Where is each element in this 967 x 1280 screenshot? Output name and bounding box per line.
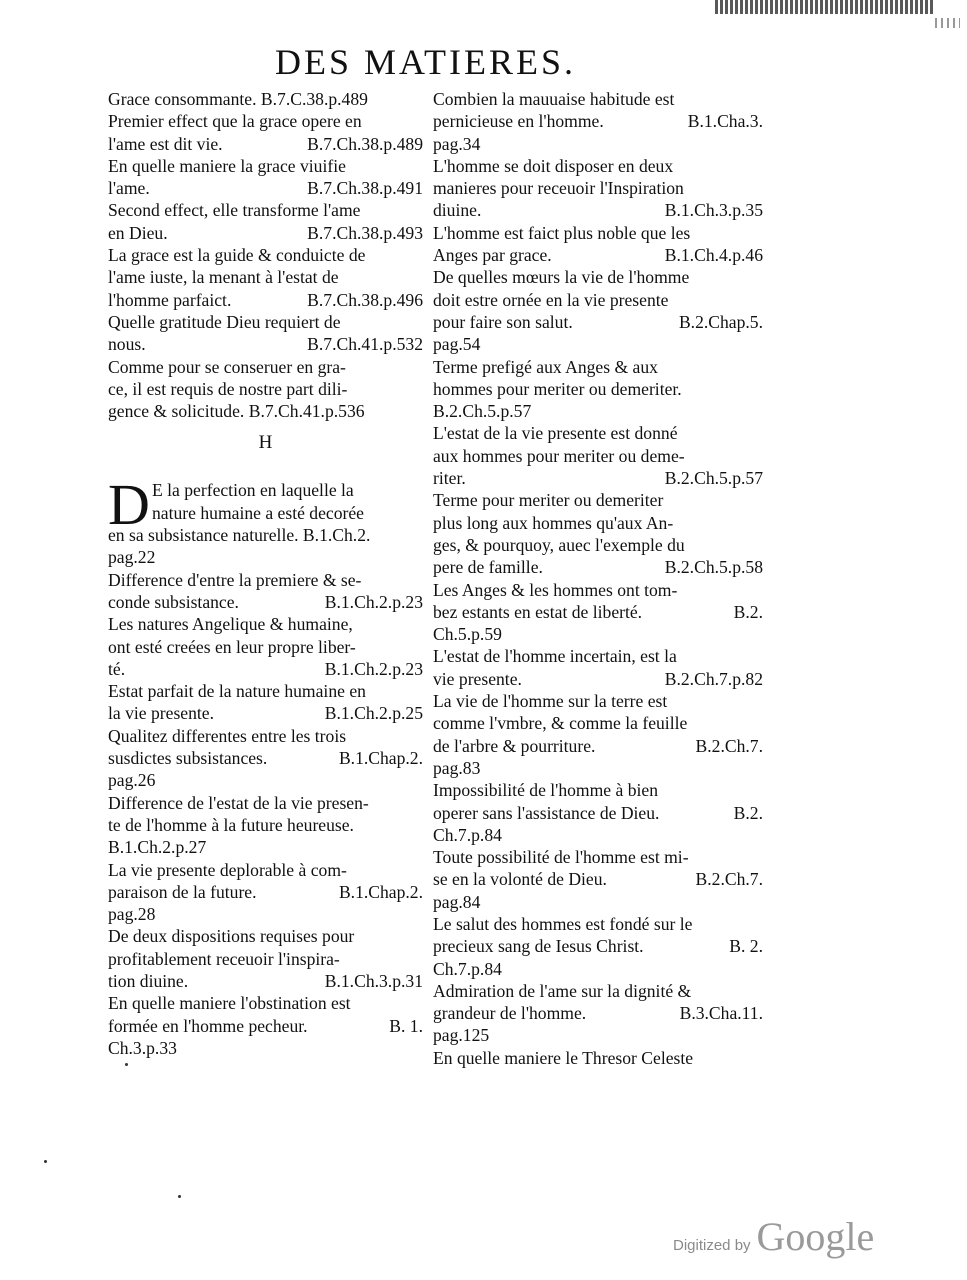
entry-text: L'estat de l'homme incertain, est la (433, 646, 677, 667)
entry-line (108, 680, 423, 702)
google-logo: Google (756, 1214, 875, 1259)
entry-line (108, 266, 423, 288)
index-entry (108, 155, 423, 200)
entry-text: Toute possibilité de l'homme est mi- (433, 847, 689, 868)
entry-text: pag.26 (108, 770, 156, 791)
entry-line (433, 913, 763, 935)
entry-line (433, 846, 763, 868)
entry-line (108, 333, 423, 355)
index-entry (108, 859, 423, 926)
entry-line (108, 792, 423, 814)
entry-text: Terme prefigé aux Anges & aux (433, 356, 658, 377)
entry-line (433, 88, 763, 110)
entry-line (433, 891, 763, 913)
entry-line (433, 534, 763, 556)
entry-line (108, 244, 423, 266)
entry-text: se en la volonté de Dieu. (433, 869, 607, 890)
entry-text: Premier effect que la grace opere en (108, 111, 362, 132)
entry-text: Terme pour meriter ou demeriter (433, 490, 664, 511)
entry-text: En quelle maniere l'obstination est (108, 993, 351, 1014)
entry-text: susdictes subsistances. (108, 748, 268, 769)
entry-text: Grace consommante. B.7.C.38.p.489 (108, 89, 368, 109)
scan-edge-smudge (715, 0, 935, 14)
entry-line (433, 802, 763, 824)
entry-line (433, 266, 763, 288)
entry-line (433, 779, 763, 801)
entry-text: plus long aux hommes qu'aux An- (433, 512, 674, 533)
entry-line (108, 814, 423, 836)
index-entry (433, 88, 763, 155)
entry-reference: B.7.Ch.41.p.532 (307, 334, 423, 355)
entry-line (108, 222, 423, 244)
entry-text: paraison de la future. (108, 881, 257, 902)
entry-text: Qualitez differentes entre les trois (108, 725, 347, 746)
entry-line (108, 925, 423, 947)
entry-text: pag.54 (433, 334, 481, 355)
entry-text: en Dieu. (108, 222, 168, 243)
index-column-right (433, 88, 763, 1069)
entry-line (108, 992, 423, 1014)
entry-line (108, 1037, 423, 1059)
scan-speck (44, 1160, 47, 1163)
entry-line (433, 980, 763, 1002)
entry-line (108, 400, 423, 422)
entry-line (433, 422, 763, 444)
entry-line (108, 378, 423, 400)
entry-text: de l'arbre & pourriture. (433, 735, 596, 756)
entry-reference: B.1.Ch.3.p.31 (324, 970, 423, 991)
entry-text: Difference de l'estat de la vie presen- (108, 792, 369, 813)
digitized-label: Digitized by (673, 1237, 751, 1254)
entry-reference: B.2.Chap.5. (678, 311, 763, 332)
drop-cap: D (108, 472, 150, 538)
entry-line (433, 668, 763, 690)
entry-text: Admiration de l'ame sur la dignité & (433, 980, 692, 1001)
index-entry (433, 356, 763, 423)
index-entry (433, 155, 763, 222)
entry-text: Les Anges & les hommes ont tom- (433, 579, 678, 600)
index-entry (433, 579, 763, 646)
entry-text: bez estants en estat de liberté. (433, 601, 643, 622)
entry-reference: B.2. (733, 601, 763, 622)
entry-line (108, 591, 423, 613)
entry-text: doit estre ornée en la vie presente (433, 289, 669, 310)
index-entry (108, 356, 423, 423)
entry-text: ce, il est requis de nostre part dili- (108, 378, 348, 399)
index-entry (433, 779, 763, 846)
index-entry (108, 680, 423, 725)
entry-text: nous. (108, 334, 146, 355)
entry-reference: B.3.Cha.11. (679, 1003, 763, 1024)
entry-text: La grace est la guide & conduicte de (108, 245, 366, 266)
entry-text: De deux dispositions requises pour (108, 926, 355, 947)
entry-line (108, 199, 423, 221)
entry-reference: B.7.Ch.38.p.493 (307, 222, 423, 243)
entry-text: Impossibilité de l'homme à bien (433, 780, 659, 801)
entry-text: Ch.3.p.33 (108, 1037, 177, 1058)
entry-text: pag.22 (108, 547, 156, 568)
entry-text: profitablement receuoir l'inspira- (108, 948, 340, 969)
entry-text: en sa subsistance naturelle. B.1.Ch.2. (108, 525, 371, 546)
entry-text: Quelle gratitude Dieu requiert de (108, 311, 341, 332)
entry-line (108, 948, 423, 970)
entry-reference: B. 1. (389, 1015, 423, 1036)
entry-line (108, 636, 423, 658)
entry-line (108, 177, 423, 199)
entry-line (433, 244, 763, 266)
entry-text: comme l'vmbre, & comme la feuille (433, 713, 688, 734)
index-entry (108, 792, 423, 859)
index-entry (433, 690, 763, 779)
entry-text: Anges par grace. (433, 245, 552, 266)
entry-reference: B.2. (733, 802, 763, 823)
entry-line (433, 824, 763, 846)
entries-group (433, 88, 763, 1069)
entry-reference: B.1.Ch.4.p.46 (664, 245, 763, 266)
entry-text: l'homme parfaict. (108, 289, 232, 310)
entry-text: Ch.7.p.84 (433, 958, 502, 979)
entry-reference: B.7.Ch.38.p.496 (307, 289, 423, 310)
index-entry (433, 422, 763, 489)
entry-tail (108, 524, 423, 569)
entry-line (433, 935, 763, 957)
entry-text: Le salut des hommes est fondé sur le (433, 913, 693, 934)
entry-text: Ch.5.p.59 (433, 624, 502, 645)
entry-reference: B.1.Cha.3. (687, 111, 763, 132)
entry-line (108, 903, 423, 925)
entry-text: conde subsistance. (108, 591, 239, 612)
index-entry (433, 222, 763, 267)
index-entry (108, 569, 423, 614)
entry-reference: B.2.Ch.5.p.58 (664, 557, 763, 578)
entry-line (108, 658, 423, 680)
entry-line (108, 836, 423, 858)
scan-speck (125, 1063, 128, 1066)
entry-line (433, 1024, 763, 1046)
index-entry (433, 645, 763, 690)
entry-line: E la perfection en laquelle la (152, 480, 354, 501)
entry-text: En quelle maniere la grace viuifie (108, 155, 346, 176)
scan-edge-mark (935, 18, 960, 28)
entry-line (433, 177, 763, 199)
entry-text: pag.34 (433, 133, 481, 154)
index-entry (108, 244, 423, 311)
entry-text: B.1.Ch.2.p.27 (108, 837, 207, 858)
entry-reference: B.7.Ch.38.p.489 (307, 133, 423, 154)
entry-reference: B.2.Ch.7. (695, 735, 763, 756)
entry-text: gence & solicitude. B.7.Ch.41.p.536 (108, 401, 365, 422)
entry-line (433, 1047, 763, 1069)
entry-line (108, 613, 423, 635)
entry-reference: B. 2. (729, 936, 763, 957)
entry-text: l'ame est dit vie. (108, 133, 223, 154)
entry-line (108, 356, 423, 378)
entry-reference: B.1.Chap.2. (338, 881, 423, 902)
entry-reference: B.2.Ch.7.p.82 (664, 668, 763, 689)
entry-line (433, 489, 763, 511)
index-entry (108, 472, 423, 568)
index-entry (433, 846, 763, 913)
entry-line (108, 88, 423, 110)
entry-text: pernicieuse en l'homme. (433, 111, 604, 132)
entry-line (108, 725, 423, 747)
entry-line (108, 1015, 423, 1037)
entry-reference: B.1.Ch.2.p.25 (324, 703, 423, 724)
section-letter: H (258, 432, 273, 454)
index-entry (433, 980, 763, 1047)
entry-line (108, 970, 423, 992)
entry-text: pere de famille. (433, 557, 543, 578)
entries-group (108, 569, 423, 1060)
index-entry (433, 1047, 763, 1069)
entry-text: hommes pour meriter ou demeriter. (433, 378, 682, 399)
entry-line (108, 546, 423, 568)
entry-text: Les natures Angelique & humaine, (108, 614, 353, 635)
entry-line (108, 747, 423, 769)
entry-line (433, 356, 763, 378)
entry-line (433, 601, 763, 623)
entry-text: aux hommes pour meriter ou deme- (433, 445, 685, 466)
entry-line (433, 155, 763, 177)
entry-text: pag.125 (433, 1025, 490, 1046)
entry-line: nature humaine a esté decorée (152, 502, 364, 523)
index-entry (108, 311, 423, 356)
entry-line (108, 881, 423, 903)
entry-text: ont esté creées en leur propre liber- (108, 636, 356, 657)
entry-line (108, 311, 423, 333)
entry-line (433, 311, 763, 333)
entries-group (108, 88, 423, 422)
entry-line (433, 110, 763, 132)
entry-text: En quelle maniere le Thresor Celeste (433, 1047, 694, 1068)
entry-text: grandeur de l'homme. (433, 1003, 587, 1024)
index-entry (433, 913, 763, 980)
entry-line (433, 445, 763, 467)
entry-text: te de l'homme à la future heureuse. (108, 814, 354, 835)
index-entry (433, 489, 763, 578)
entry-line (108, 289, 423, 311)
entry-line (108, 859, 423, 881)
entry-line (433, 712, 763, 734)
entry-line (433, 690, 763, 712)
entry-reference: B.1.Chap.2. (338, 748, 423, 769)
entry-reference: B.1.Ch.3.p.35 (664, 200, 763, 221)
index-entry (108, 613, 423, 680)
entry-line (433, 1002, 763, 1024)
entry-text: Ch.7.p.84 (433, 824, 502, 845)
entry-reference: B.2.Ch.7. (695, 869, 763, 890)
entry-text: manieres pour receuoir l'Inspiration (433, 178, 684, 199)
scan-speck (178, 1195, 181, 1198)
entry-line (433, 222, 763, 244)
entry-text: ges, & pourquoy, auec l'exemple du (433, 534, 685, 555)
entry-text: pag.28 (108, 904, 156, 925)
entry-line (433, 133, 763, 155)
entry-line (433, 333, 763, 355)
entry-reference: B.7.Ch.38.p.491 (307, 178, 423, 199)
index-entry (108, 199, 423, 244)
page-header: DES MATIERES. (274, 42, 577, 82)
entry-text: riter. (433, 468, 466, 489)
entry-text: pag.83 (433, 757, 481, 778)
entry-text: operer sans l'assistance de Dieu. (433, 802, 660, 823)
entry-text: precieux sang de Iesus Christ. (433, 936, 644, 957)
entry-line (433, 623, 763, 645)
entry-line (433, 735, 763, 757)
entry-reference: B.1.Ch.2.p.23 (324, 591, 423, 612)
entry-text: B.2.Ch.5.p.57 (433, 401, 532, 422)
entry-text: Estat parfait de la nature humaine en (108, 681, 366, 702)
entry-line (108, 769, 423, 791)
entry-text: Difference d'entre la premiere & se- (108, 569, 362, 590)
entry-line (108, 133, 423, 155)
entry-line (433, 645, 763, 667)
index-column-left (108, 88, 423, 1059)
entry-text: pag.84 (433, 891, 481, 912)
entry-text: L'estat de la vie presente est donné (433, 423, 678, 444)
entry-text: De quelles mœurs la vie de l'homme (433, 267, 690, 288)
entry-line (433, 289, 763, 311)
index-entry (108, 725, 423, 792)
entry-text: Comme pour se conseruer en gra- (108, 356, 346, 377)
entry-line (108, 569, 423, 591)
entry-reference: B.2.Ch.5.p.57 (664, 468, 763, 489)
entry-line (433, 400, 763, 422)
entry-text: L'homme se doit disposer en deux (433, 155, 674, 176)
entry-line (433, 757, 763, 779)
entry-text: Second effect, elle transforme l'ame (108, 200, 361, 221)
entry-line (108, 110, 423, 132)
entry-text: Combien la mauuaise habitude est (433, 89, 675, 109)
entry-text: la vie presente. (108, 703, 215, 724)
entry-text: diuine. (433, 200, 482, 221)
entry-text: l'ame. (108, 178, 150, 199)
entry-line (433, 579, 763, 601)
index-entry (108, 925, 423, 992)
entry-text: La vie presente deplorable à com- (108, 859, 347, 880)
entry-text: l'ame iuste, la menant à l'estat de (108, 267, 339, 288)
entry-line (433, 199, 763, 221)
entry-text: tion diuine. (108, 970, 189, 991)
entry-text: vie presente. (433, 668, 522, 689)
entry-line (433, 556, 763, 578)
entry-line (433, 868, 763, 890)
entry-text: formée en l'homme pecheur. (108, 1015, 308, 1036)
index-entry (108, 110, 423, 155)
entry-reference: B.1.Ch.2.p.23 (324, 658, 423, 679)
entry-line (108, 524, 423, 546)
entry-line (108, 155, 423, 177)
entry-text: té. (108, 658, 126, 679)
entry-text: La vie de l'homme sur la terre est (433, 691, 668, 712)
entry-line (433, 378, 763, 400)
entry-line (433, 958, 763, 980)
index-entry (108, 992, 423, 1059)
entry-text: L'homme est faict plus noble que les (433, 222, 691, 243)
entry-line (433, 467, 763, 489)
entry-line (433, 512, 763, 534)
entry-text: pour faire son salut. (433, 311, 573, 332)
entry-line (108, 702, 423, 724)
index-entry (433, 266, 763, 355)
digitized-watermark (673, 1213, 874, 1263)
index-entry (108, 88, 423, 110)
